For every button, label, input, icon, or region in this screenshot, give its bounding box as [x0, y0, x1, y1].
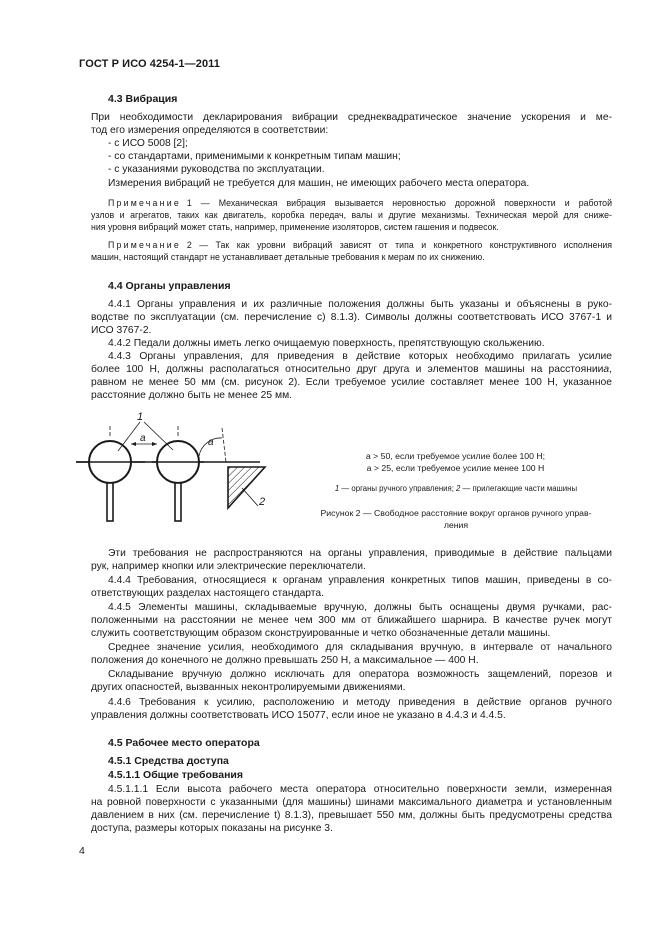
s43-list-item-1: - с ИСО 5008 [2]; — [108, 138, 188, 149]
section-4-4-title: 4.4 Органы управления — [108, 280, 231, 292]
legend-1-num: 1 — [334, 484, 340, 493]
figure-caption-line2: ления — [443, 520, 469, 530]
p443-line4: расстояние должно быть не менее 25 мм. — [91, 390, 293, 401]
label-1: 1 — [137, 411, 144, 423]
section-4-5-title: 4.5 Рабочее место оператора — [108, 737, 260, 749]
note-2-line1 — [108, 239, 612, 251]
after-para1-line2: рук, например кнопки или электрические переключатели. — [91, 561, 366, 572]
note-2-label: Примечание — [108, 240, 181, 250]
p45111-line4: доступа, размеры которых показаны на рисунке 3. — [91, 823, 333, 834]
note-1-line1 — [108, 197, 612, 209]
p441-line1: 4.4.1 Органы управления и их различные положения должны быть указаны и объяснены в руко- — [108, 299, 612, 310]
p443-line3: равном не менее 50 мм (см. рисунок 2). Если требуемое усилие составляет менее 100 Н, указанное — [91, 377, 612, 388]
p446-line1: 4.4.6 Требования к усилию, расположению и методу приведения в действие органов ручного — [108, 697, 612, 708]
p45111-line2: на ровной поверхности с указанными (для машины) шинами максимального диаметра и установленным — [91, 797, 612, 808]
section-4-3-title: 4.3 Вибрация — [108, 93, 178, 105]
note-2-line2: машин, настоящий стандарт не устанавливает детальные требования к мерам по их снижению. — [91, 252, 485, 262]
s43-para1-line2: тод его измерения определяются в соответствии: — [91, 125, 329, 136]
legend-a1: a > 50, если требуемое усилие более 100 Н; — [365, 451, 546, 461]
figure-caption-line1: Рисунок 2 — Свободное расстояние вокруг органов ручного управ- — [320, 508, 592, 518]
note-1-label: Примечание — [108, 198, 181, 208]
p441-line3: ИСО 3767-2. — [91, 325, 152, 336]
p443-line1: 4.4.3 Органы управления, для приведения в действие которых необходимо прилагать усилие — [108, 351, 612, 362]
s43-para1-line1: При необходимости декларирования вибрации среднеквадратическое значение ускорения и ме- — [91, 112, 612, 123]
legend-a-line2 — [338, 462, 573, 474]
force-para-line1: Среднее значение усилия, необходимого для складывания вручную, в интервале от начального — [108, 642, 612, 653]
p444-line1: 4.4.4 Требования, относящиеся к органам управления конкретных типов машин, приведены в со- — [108, 575, 612, 586]
folding-para-line2: других опасностей, вызванных неконтролируемыми движениями. — [91, 682, 406, 693]
note-1-line2: узлов и агрегатов, таких как двигатель, коробка передач, валы и другие механизмы. Техническая мерой для сниже- — [91, 210, 612, 220]
p441-line2: водстве по эксплуатации (см. перечисление c) 8.1.3). Символы должны соответствовать ИСО 3767-1 и — [91, 312, 612, 323]
note-2-text-a: 2 — Так как уровни вибраций зависят от типа и конкретного конструктивного исполнения — [186, 240, 612, 250]
p443-line2-end: , — [609, 364, 612, 375]
legend-a-line1 — [338, 450, 573, 462]
section-4-5-1-title: 4.5.1 Средства доступа — [108, 755, 229, 767]
document-header: ГОСТ Р ИСО 4254-1—2011 — [79, 58, 220, 70]
p442: 4.4.2 Педали должны иметь легко очищаемую поверхность, препятствующую скольжению. — [108, 338, 545, 349]
folding-para-line1: Складывание вручную должно исключать для оператора возможность защемлений, порезов и — [108, 669, 612, 680]
dim-a-label-right: a — [208, 437, 214, 448]
p443-line2 — [91, 363, 612, 376]
s43-para2: Измерения вибраций не требуется для машин, не имеющих рабочего места оператора. — [108, 178, 530, 189]
after-para1-line1: Эти требования не распространяются на органы управления, приводимые в действие пальцами — [108, 548, 612, 559]
legend-a2: a > 25, если требуемое усилие менее 100 Н — [366, 463, 545, 473]
note-1-text-a: 1 — Механическая вибрация вызывается неровностью дорожной поверхности и работой — [186, 198, 612, 208]
control-lever-left — [76, 426, 145, 521]
label-2: 2 — [259, 496, 266, 508]
p445-line2: положенными на расстоянии не менее чем 300 мм от ближайшего шарнира. В качестве ручек могут — [91, 615, 612, 626]
p45111-line1: 4.5.1.1.1 Если высота рабочего места оператора относительно поверхности земли, измеренная — [108, 784, 612, 795]
p445-line3: служить соответствующим образом сконструированные и четко обозначенные детали машины. — [91, 628, 551, 639]
figure-2-drawing — [70, 408, 310, 532]
page-number: 4 — [79, 845, 85, 857]
p443-line2-text: более 100 Н, должны располагаться относительно друг друга и элементов машины на расстоянии — [91, 364, 604, 375]
p445-line1: 4.4.5 Элементы машины, складываемые вручную, должны быть оснащены двумя ручками, рас- — [108, 602, 612, 613]
section-4-5-1-1-title: 4.5.1.1 Общие требования — [108, 769, 243, 781]
dim-a-label-left: a — [140, 433, 146, 444]
control-lever-right — [152, 426, 204, 521]
p446-line2: управления должны соответствовать ИСО 15077, если иное не указано в 4.4.3 и 4.4.5. — [91, 710, 506, 721]
legend-parts — [316, 484, 596, 493]
force-para-line2: положения до конечного не должно превышать 250 Н, а максимальное — 400 Н. — [91, 655, 479, 666]
s43-list-item-2: - со стандартами, применимыми к конкретным типам машин; — [108, 151, 401, 162]
legend-2-text: — прилегающие части машины — [460, 484, 578, 493]
note-1-line3: ния уровня вибраций может стать, например, применение изоляторов, систем гашения и подвесок. — [91, 222, 499, 232]
p45111-line3: давлением в них (см. перечисление t) 8.1.3), превышает 550 мм, должны быть предусмотрены средства — [91, 810, 612, 821]
p444-line2: ответствующих разделах настоящего стандарта. — [91, 588, 324, 599]
legend-1-text: — органы ручного управления; — [339, 484, 457, 493]
s43-list-item-3: - с указаниями руководства по эксплуатации. — [108, 164, 325, 175]
p443-var-a: a — [603, 364, 610, 375]
legend-2-num: 2 — [456, 484, 461, 493]
